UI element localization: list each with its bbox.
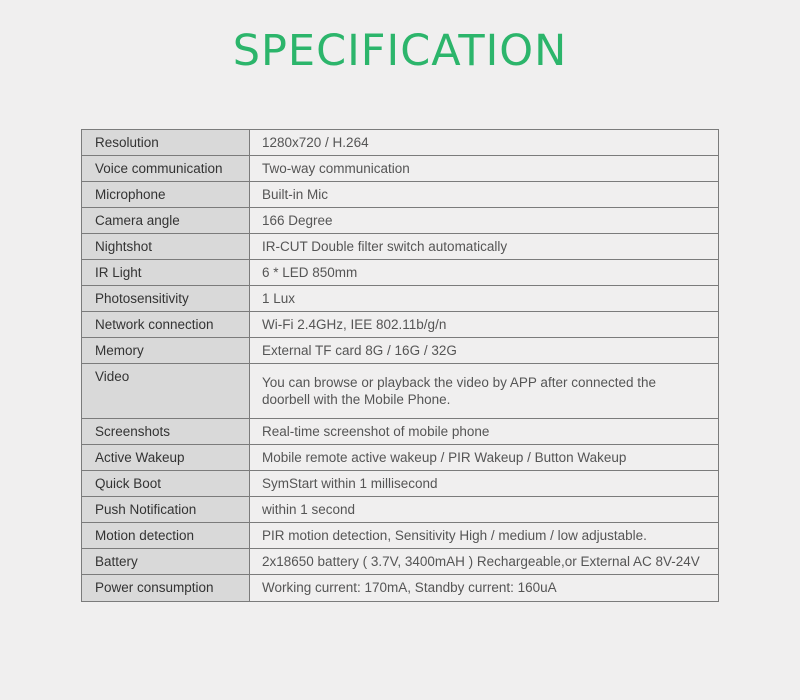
spec-row-photosensitivity: [82, 286, 718, 312]
spec-value: Built-in Mic: [262, 187, 329, 202]
spec-value: PIR motion detection, Sensitivity High / medium / low adjustable.: [262, 528, 647, 543]
spec-row-network-connection: [82, 312, 718, 338]
spec-label: Network connection: [82, 312, 250, 337]
spec-label: Nightshot: [82, 234, 250, 259]
spec-row-microphone: [82, 182, 718, 208]
spec-label: Camera angle: [82, 208, 250, 233]
spec-row-voice-communication: [82, 156, 718, 182]
spec-row-power-consumption: [82, 575, 718, 601]
spec-row-nightshot: [82, 234, 718, 260]
spec-label: Motion detection: [82, 523, 250, 548]
spec-value: You can browse or playback the video by APP after connected the doorbell with the Mobile Phone.: [262, 375, 657, 407]
spec-value: 2x18650 battery ( 3.7V, 3400mAH ) Rechargeable,or External AC 8V-24V: [262, 554, 700, 569]
spec-row-resolution: [82, 130, 718, 156]
spec-row-screenshots: [82, 419, 718, 445]
spec-value: External TF card 8G / 16G / 32G: [262, 343, 457, 358]
spec-label: Video: [82, 364, 250, 418]
spec-label: Push Notification: [82, 497, 250, 522]
spec-value: Two-way communication: [262, 161, 410, 176]
spec-value: Wi-Fi 2.4GHz, IEE 802.11b/g/n: [262, 317, 447, 332]
page-title: SPECIFICATION: [232, 26, 568, 76]
spec-label: Memory: [82, 338, 250, 363]
spec-value: 1280x720 / H.264: [262, 135, 369, 150]
spec-label: Quick Boot: [82, 471, 250, 496]
spec-value: Working current: 170mA, Standby current: 160uA: [262, 580, 557, 595]
spec-value: Mobile remote active wakeup / PIR Wakeup / Button Wakeup: [262, 450, 627, 465]
spec-label: IR Light: [82, 260, 250, 285]
spec-value: Real-time screenshot of mobile phone: [262, 424, 490, 439]
spec-row-video: [82, 364, 718, 419]
spec-value: 6 * LED 850mm: [262, 265, 358, 280]
spec-value: 166 Degree: [262, 213, 333, 228]
spec-value: SymStart within 1 millisecond: [262, 476, 438, 491]
spec-row-memory: [82, 338, 718, 364]
spec-label: Battery: [82, 549, 250, 574]
spec-row-push-notification: [82, 497, 718, 523]
spec-row-camera-angle: [82, 208, 718, 234]
spec-row-quick-boot: [82, 471, 718, 497]
spec-label: Screenshots: [82, 419, 250, 444]
spec-value: IR-CUT Double filter switch automatically: [262, 239, 508, 254]
spec-value: 1 Lux: [262, 291, 296, 306]
spec-label: Resolution: [82, 130, 250, 155]
spec-label: Photosensitivity: [82, 286, 250, 311]
spec-row-motion-detection: [82, 523, 718, 549]
spec-row-battery: [82, 549, 718, 575]
spec-label: Voice communication: [82, 156, 250, 181]
spec-label: Microphone: [82, 182, 250, 207]
spec-table: [81, 129, 719, 602]
spec-label: Active Wakeup: [82, 445, 250, 470]
spec-value: within 1 second: [262, 502, 356, 517]
spec-row-active-wakeup: [82, 445, 718, 471]
spec-label: Power consumption: [82, 575, 250, 601]
spec-row-ir-light: [82, 260, 718, 286]
